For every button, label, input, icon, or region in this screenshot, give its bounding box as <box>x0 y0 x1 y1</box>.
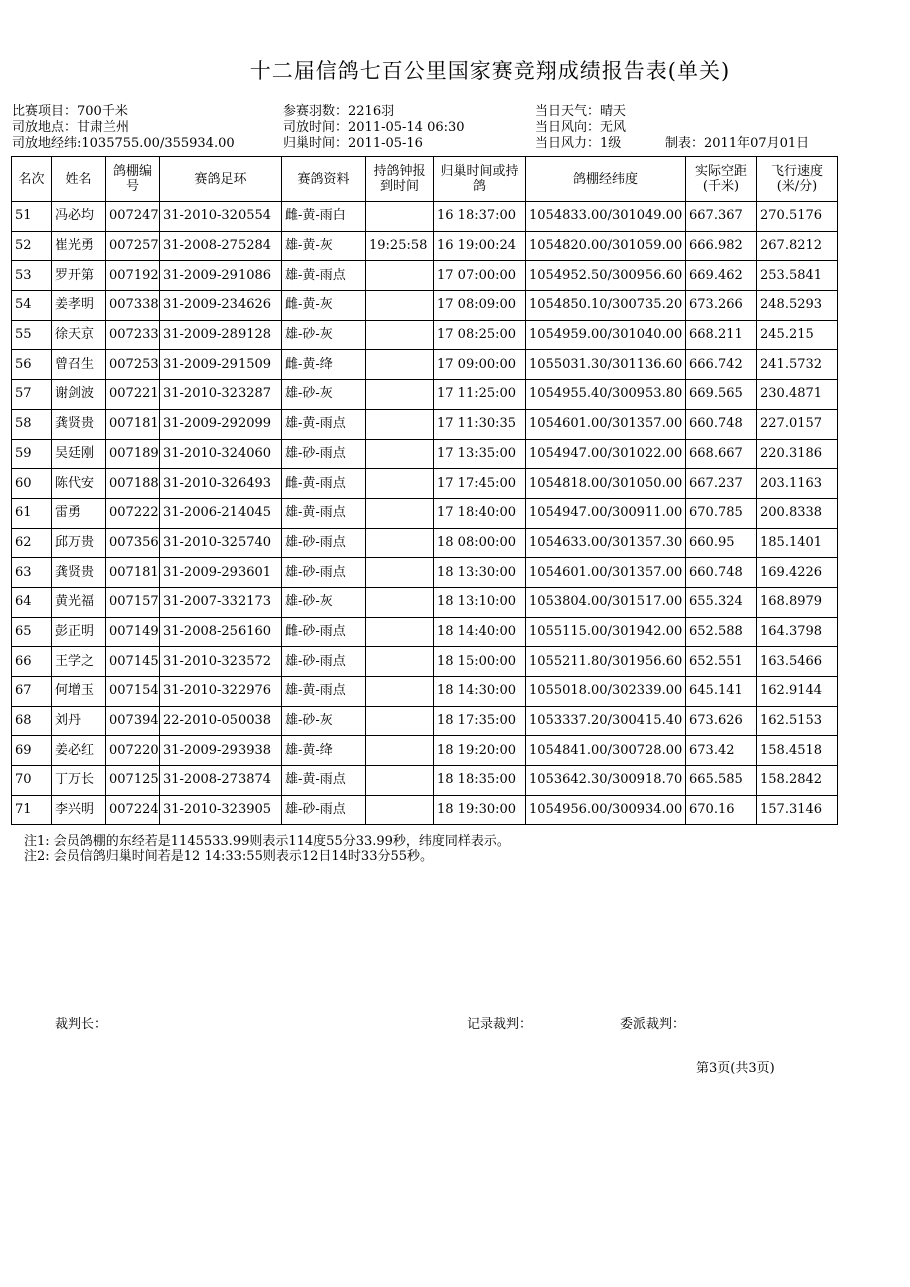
cell-ring: 31-2009-293601 <box>160 558 282 588</box>
cell-loft-id: 007338 <box>106 291 160 321</box>
cell-coords: 1054850.10/300735.20 <box>526 291 686 321</box>
cell-coords: 1054947.00/301022.00 <box>526 439 686 469</box>
cell-pigeon-info: 雄-砂-雨点 <box>282 795 366 825</box>
cell-speed: 164.3798 <box>757 617 838 647</box>
cell-speed: 245.215 <box>757 320 838 350</box>
cell-coords: 1053337.20/300415.40 <box>526 706 686 736</box>
meta-release-site: 司放地点：甘肃兰州 <box>12 120 130 135</box>
cell-rank: 65 <box>12 617 52 647</box>
cell-distance: 670.16 <box>686 795 757 825</box>
cell-name: 丁万长 <box>52 766 106 796</box>
cell-return-time: 17 07:00:00 <box>434 261 526 291</box>
table-row <box>12 350 838 380</box>
cell-return-time: 18 19:30:00 <box>434 795 526 825</box>
cell-pigeon-info: 雄-黄-雨点 <box>282 766 366 796</box>
cell-ring: 31-2010-323287 <box>160 380 282 410</box>
cell-coords: 1054820.00/301059.00 <box>526 231 686 261</box>
cell-return-time: 17 08:09:00 <box>434 291 526 321</box>
results-table <box>11 156 838 825</box>
cell-loft-id: 007192 <box>106 261 160 291</box>
cell-speed: 248.5293 <box>757 291 838 321</box>
meta-block <box>0 104 910 152</box>
cell-pigeon-info: 雄-砂-雨点 <box>282 647 366 677</box>
cell-clock-time <box>366 706 434 736</box>
cell-distance: 669.565 <box>686 380 757 410</box>
cell-loft-id: 007247 <box>106 202 160 232</box>
recording-referee-label: 记录裁判： <box>467 1017 533 1032</box>
cell-loft-id: 007125 <box>106 766 160 796</box>
cell-name: 徐天京 <box>52 320 106 350</box>
cell-pigeon-info: 雄-黄-雨点 <box>282 498 366 528</box>
cell-clock-time: 19:25:58 <box>366 231 434 261</box>
cell-coords: 1054818.00/301050.00 <box>526 469 686 499</box>
cell-loft-id: 007189 <box>106 439 160 469</box>
cell-distance: 660.748 <box>686 409 757 439</box>
cell-ring: 31-2009-292099 <box>160 409 282 439</box>
cell-name: 龚贤贵 <box>52 558 106 588</box>
cell-pigeon-info: 雄-黄-雨点 <box>282 409 366 439</box>
cell-name: 曾召生 <box>52 350 106 380</box>
cell-return-time: 16 19:00:24 <box>434 231 526 261</box>
cell-return-time: 18 18:35:00 <box>434 766 526 796</box>
cell-return-time: 18 15:00:00 <box>434 647 526 677</box>
page-number: 第3页(共3页) <box>696 1061 775 1076</box>
cell-loft-id: 007222 <box>106 498 160 528</box>
cell-pigeon-info: 雌-黄-灰 <box>282 291 366 321</box>
cell-name: 罗开第 <box>52 261 106 291</box>
cell-loft-id: 007220 <box>106 736 160 766</box>
cell-name: 陈代安 <box>52 469 106 499</box>
cell-rank: 69 <box>12 736 52 766</box>
table-row <box>12 706 838 736</box>
cell-return-time: 18 14:30:00 <box>434 677 526 707</box>
cell-ring: 31-2006-214045 <box>160 498 282 528</box>
cell-return-time: 18 14:40:00 <box>434 617 526 647</box>
cell-name: 雷勇 <box>52 498 106 528</box>
table-row <box>12 380 838 410</box>
cell-clock-time <box>366 350 434 380</box>
cell-coords: 1054633.00/301357.30 <box>526 528 686 558</box>
cell-rank: 68 <box>12 706 52 736</box>
cell-rank: 62 <box>12 528 52 558</box>
table-row <box>12 558 838 588</box>
cell-pigeon-info: 雄-砂-灰 <box>282 380 366 410</box>
cell-loft-id: 007233 <box>106 320 160 350</box>
cell-return-time: 17 11:25:00 <box>434 380 526 410</box>
cell-speed: 220.3186 <box>757 439 838 469</box>
cell-speed: 185.1401 <box>757 528 838 558</box>
cell-name: 黄光福 <box>52 587 106 617</box>
cell-ring: 31-2010-323572 <box>160 647 282 677</box>
cell-pigeon-info: 雄-砂-雨点 <box>282 439 366 469</box>
cell-clock-time <box>366 409 434 439</box>
cell-ring: 31-2010-325740 <box>160 528 282 558</box>
chief-referee-label: 裁判长： <box>55 1017 108 1032</box>
table-row <box>12 647 838 677</box>
delegated-referee-label: 委派裁判： <box>620 1017 686 1032</box>
cell-rank: 71 <box>12 795 52 825</box>
meta-entries: 参赛羽数：2216羽 <box>283 104 395 119</box>
cell-distance: 673.626 <box>686 706 757 736</box>
cell-clock-time <box>366 617 434 647</box>
cell-ring: 31-2009-291086 <box>160 261 282 291</box>
cell-loft-id: 007356 <box>106 528 160 558</box>
col-header-distance: 实际空距(千米) <box>686 157 757 202</box>
cell-return-time: 18 08:00:00 <box>434 528 526 558</box>
cell-pigeon-info: 雄-黄-雨点 <box>282 261 366 291</box>
cell-ring: 31-2010-322976 <box>160 677 282 707</box>
cell-return-time: 17 18:40:00 <box>434 498 526 528</box>
cell-rank: 64 <box>12 587 52 617</box>
cell-distance: 673.266 <box>686 291 757 321</box>
cell-rank: 55 <box>12 320 52 350</box>
cell-coords: 1053804.00/301517.00 <box>526 587 686 617</box>
cell-pigeon-info: 雄-砂-雨点 <box>282 558 366 588</box>
cell-speed: 227.0157 <box>757 409 838 439</box>
table-row <box>12 677 838 707</box>
cell-rank: 63 <box>12 558 52 588</box>
cell-speed: 169.4226 <box>757 558 838 588</box>
cell-speed: 162.9144 <box>757 677 838 707</box>
cell-clock-time <box>366 795 434 825</box>
cell-rank: 67 <box>12 677 52 707</box>
table-row <box>12 291 838 321</box>
cell-clock-time <box>366 261 434 291</box>
meta-return-time: 归巢时间：2011-05-16 <box>283 136 423 151</box>
cell-speed: 168.8979 <box>757 587 838 617</box>
table-row <box>12 795 838 825</box>
cell-speed: 270.5176 <box>757 202 838 232</box>
col-header-pigeon-info: 赛鸽资料 <box>282 157 366 202</box>
table-row <box>12 617 838 647</box>
cell-loft-id: 007181 <box>106 558 160 588</box>
table-row <box>12 528 838 558</box>
cell-name: 姜必红 <box>52 736 106 766</box>
cell-pigeon-info: 雄-砂-灰 <box>282 706 366 736</box>
table-row <box>12 409 838 439</box>
cell-ring: 31-2010-323905 <box>160 795 282 825</box>
cell-name: 冯必均 <box>52 202 106 232</box>
cell-pigeon-info: 雌-黄-雨白 <box>282 202 366 232</box>
table-row <box>12 469 838 499</box>
cell-speed: 230.4871 <box>757 380 838 410</box>
meta-weather: 当日天气：晴天 <box>535 104 627 119</box>
cell-clock-time <box>366 528 434 558</box>
cell-distance: 667.367 <box>686 202 757 232</box>
cell-name: 姜孝明 <box>52 291 106 321</box>
cell-ring: 22-2010-050038 <box>160 706 282 736</box>
cell-distance: 670.785 <box>686 498 757 528</box>
cell-speed: 267.8212 <box>757 231 838 261</box>
cell-coords: 1054952.50/300956.60 <box>526 261 686 291</box>
cell-rank: 70 <box>12 766 52 796</box>
cell-loft-id: 007154 <box>106 677 160 707</box>
cell-rank: 58 <box>12 409 52 439</box>
cell-name: 彭正明 <box>52 617 106 647</box>
cell-loft-id: 007394 <box>106 706 160 736</box>
cell-ring: 31-2008-256160 <box>160 617 282 647</box>
col-header-loft-id: 鸽棚编号 <box>106 157 160 202</box>
cell-loft-id: 007253 <box>106 350 160 380</box>
cell-clock-time <box>366 766 434 796</box>
cell-coords: 1054955.40/300953.80 <box>526 380 686 410</box>
meta-wind-direction: 当日风向：无风 <box>535 120 627 135</box>
cell-coords: 1055018.00/302339.00 <box>526 677 686 707</box>
table-row <box>12 202 838 232</box>
cell-return-time: 17 08:25:00 <box>434 320 526 350</box>
col-header-return-time: 归巢时间或持鸽 <box>434 157 526 202</box>
cell-loft-id: 007224 <box>106 795 160 825</box>
note-1: 注1: 会员鸽棚的东经若是1145533.99则表示114度55分33.99秒，纬度同样表示。 <box>24 834 510 849</box>
cell-ring: 31-2007-332173 <box>160 587 282 617</box>
cell-clock-time <box>366 202 434 232</box>
cell-clock-time <box>366 736 434 766</box>
cell-speed: 163.5466 <box>757 647 838 677</box>
cell-name: 刘丹 <box>52 706 106 736</box>
cell-rank: 59 <box>12 439 52 469</box>
table-row <box>12 320 838 350</box>
cell-distance: 668.667 <box>686 439 757 469</box>
cell-rank: 56 <box>12 350 52 380</box>
cell-distance: 666.742 <box>686 350 757 380</box>
meta-wind-force: 当日风力：1级 <box>535 136 622 151</box>
cell-ring: 31-2008-273874 <box>160 766 282 796</box>
cell-ring: 31-2010-320554 <box>160 202 282 232</box>
cell-clock-time <box>366 587 434 617</box>
cell-coords: 1053642.30/300918.70 <box>526 766 686 796</box>
cell-clock-time <box>366 320 434 350</box>
meta-release-time: 司放时间：2011-05-14 06:30 <box>283 120 465 135</box>
cell-rank: 54 <box>12 291 52 321</box>
cell-speed: 200.8338 <box>757 498 838 528</box>
cell-speed: 253.5841 <box>757 261 838 291</box>
cell-distance: 652.588 <box>686 617 757 647</box>
cell-return-time: 17 09:00:00 <box>434 350 526 380</box>
cell-name: 龚贤贵 <box>52 409 106 439</box>
table-row <box>12 736 838 766</box>
cell-name: 何增玉 <box>52 677 106 707</box>
cell-distance: 655.324 <box>686 587 757 617</box>
cell-ring: 31-2009-291509 <box>160 350 282 380</box>
cell-coords: 1054833.00/301049.00 <box>526 202 686 232</box>
cell-distance: 660.748 <box>686 558 757 588</box>
cell-rank: 51 <box>12 202 52 232</box>
cell-return-time: 18 13:10:00 <box>434 587 526 617</box>
cell-loft-id: 007257 <box>106 231 160 261</box>
col-header-clock-time: 持鸽钟报到时间 <box>366 157 434 202</box>
report-title: 十二届信鸽七百公里国家赛竞翔成绩报告表(单关) <box>249 59 731 83</box>
cell-pigeon-info: 雌-砂-雨点 <box>282 617 366 647</box>
cell-return-time: 17 13:35:00 <box>434 439 526 469</box>
cell-clock-time <box>366 647 434 677</box>
cell-coords: 1055211.80/301956.60 <box>526 647 686 677</box>
table-row <box>12 587 838 617</box>
cell-pigeon-info: 雄-黄-雨点 <box>282 677 366 707</box>
cell-coords: 1055031.30/301136.60 <box>526 350 686 380</box>
col-header-rank: 名次 <box>12 157 52 202</box>
cell-distance: 660.95 <box>686 528 757 558</box>
cell-rank: 66 <box>12 647 52 677</box>
cell-speed: 203.1163 <box>757 469 838 499</box>
cell-return-time: 18 13:30:00 <box>434 558 526 588</box>
table-row <box>12 766 838 796</box>
cell-ring: 31-2010-324060 <box>160 439 282 469</box>
table-row <box>12 261 838 291</box>
cell-coords: 1054956.00/300934.00 <box>526 795 686 825</box>
cell-pigeon-info: 雄-砂-雨点 <box>282 528 366 558</box>
cell-clock-time <box>366 380 434 410</box>
cell-pigeon-info: 雌-黄-绛 <box>282 350 366 380</box>
table-row <box>12 439 838 469</box>
cell-loft-id: 007221 <box>106 380 160 410</box>
cell-ring: 31-2008-275284 <box>160 231 282 261</box>
cell-name: 李兴明 <box>52 795 106 825</box>
note-2: 注2: 会员信鸽归巢时间若是12 14:33:55则表示12日14时33分55秒。 <box>24 849 434 864</box>
cell-coords: 1055115.00/301942.00 <box>526 617 686 647</box>
cell-rank: 57 <box>12 380 52 410</box>
cell-return-time: 18 17:35:00 <box>434 706 526 736</box>
cell-loft-id: 007149 <box>106 617 160 647</box>
col-header-speed: 飞行速度(米/分) <box>757 157 838 202</box>
cell-distance: 652.551 <box>686 647 757 677</box>
cell-coords: 1054947.00/300911.00 <box>526 498 686 528</box>
cell-ring: 31-2010-326493 <box>160 469 282 499</box>
cell-loft-id: 007188 <box>106 469 160 499</box>
cell-coords: 1054841.00/300728.00 <box>526 736 686 766</box>
cell-return-time: 17 17:45:00 <box>434 469 526 499</box>
cell-coords: 1054959.00/301040.00 <box>526 320 686 350</box>
cell-ring: 31-2009-293938 <box>160 736 282 766</box>
cell-return-time: 17 11:30:35 <box>434 409 526 439</box>
cell-speed: 158.2842 <box>757 766 838 796</box>
table-row <box>12 498 838 528</box>
table-header-row <box>12 157 838 202</box>
cell-clock-time <box>366 291 434 321</box>
cell-coords: 1054601.00/301357.00 <box>526 558 686 588</box>
cell-clock-time <box>366 469 434 499</box>
cell-distance: 645.141 <box>686 677 757 707</box>
cell-ring: 31-2009-234626 <box>160 291 282 321</box>
cell-ring: 31-2009-289128 <box>160 320 282 350</box>
notes <box>24 834 510 864</box>
col-header-coords: 鸽棚经纬度 <box>526 157 686 202</box>
cell-rank: 61 <box>12 498 52 528</box>
cell-name: 王学之 <box>52 647 106 677</box>
cell-distance: 673.42 <box>686 736 757 766</box>
cell-pigeon-info: 雄-黄-绛 <box>282 736 366 766</box>
table-row <box>12 231 838 261</box>
meta-release-coords: 司放地经纬:1035755.00/355934.00 <box>12 136 235 151</box>
cell-loft-id: 007181 <box>106 409 160 439</box>
cell-rank: 52 <box>12 231 52 261</box>
cell-coords: 1054601.00/301357.00 <box>526 409 686 439</box>
cell-pigeon-info: 雄-砂-灰 <box>282 320 366 350</box>
col-header-name: 姓名 <box>52 157 106 202</box>
cell-distance: 665.585 <box>686 766 757 796</box>
cell-distance: 669.462 <box>686 261 757 291</box>
cell-clock-time <box>366 498 434 528</box>
cell-pigeon-info: 雄-黄-灰 <box>282 231 366 261</box>
cell-return-time: 16 18:37:00 <box>434 202 526 232</box>
cell-name: 谢剑波 <box>52 380 106 410</box>
cell-clock-time <box>366 677 434 707</box>
meta-made-date: 制表：2011年07月01日 <box>665 136 810 151</box>
cell-speed: 157.3146 <box>757 795 838 825</box>
cell-loft-id: 007157 <box>106 587 160 617</box>
cell-distance: 666.982 <box>686 231 757 261</box>
cell-speed: 241.5732 <box>757 350 838 380</box>
cell-loft-id: 007145 <box>106 647 160 677</box>
cell-pigeon-info: 雄-砂-灰 <box>282 587 366 617</box>
cell-clock-time <box>366 558 434 588</box>
cell-distance: 667.237 <box>686 469 757 499</box>
col-header-ring: 赛鸽足环 <box>160 157 282 202</box>
cell-rank: 60 <box>12 469 52 499</box>
cell-pigeon-info: 雌-黄-雨点 <box>282 469 366 499</box>
cell-name: 邱万贵 <box>52 528 106 558</box>
cell-name: 吴廷刚 <box>52 439 106 469</box>
cell-name: 崔光勇 <box>52 231 106 261</box>
cell-speed: 158.4518 <box>757 736 838 766</box>
cell-return-time: 18 19:20:00 <box>434 736 526 766</box>
cell-clock-time <box>366 439 434 469</box>
cell-rank: 53 <box>12 261 52 291</box>
cell-distance: 668.211 <box>686 320 757 350</box>
cell-speed: 162.5153 <box>757 706 838 736</box>
meta-event: 比赛项目：700千米 <box>12 104 128 119</box>
